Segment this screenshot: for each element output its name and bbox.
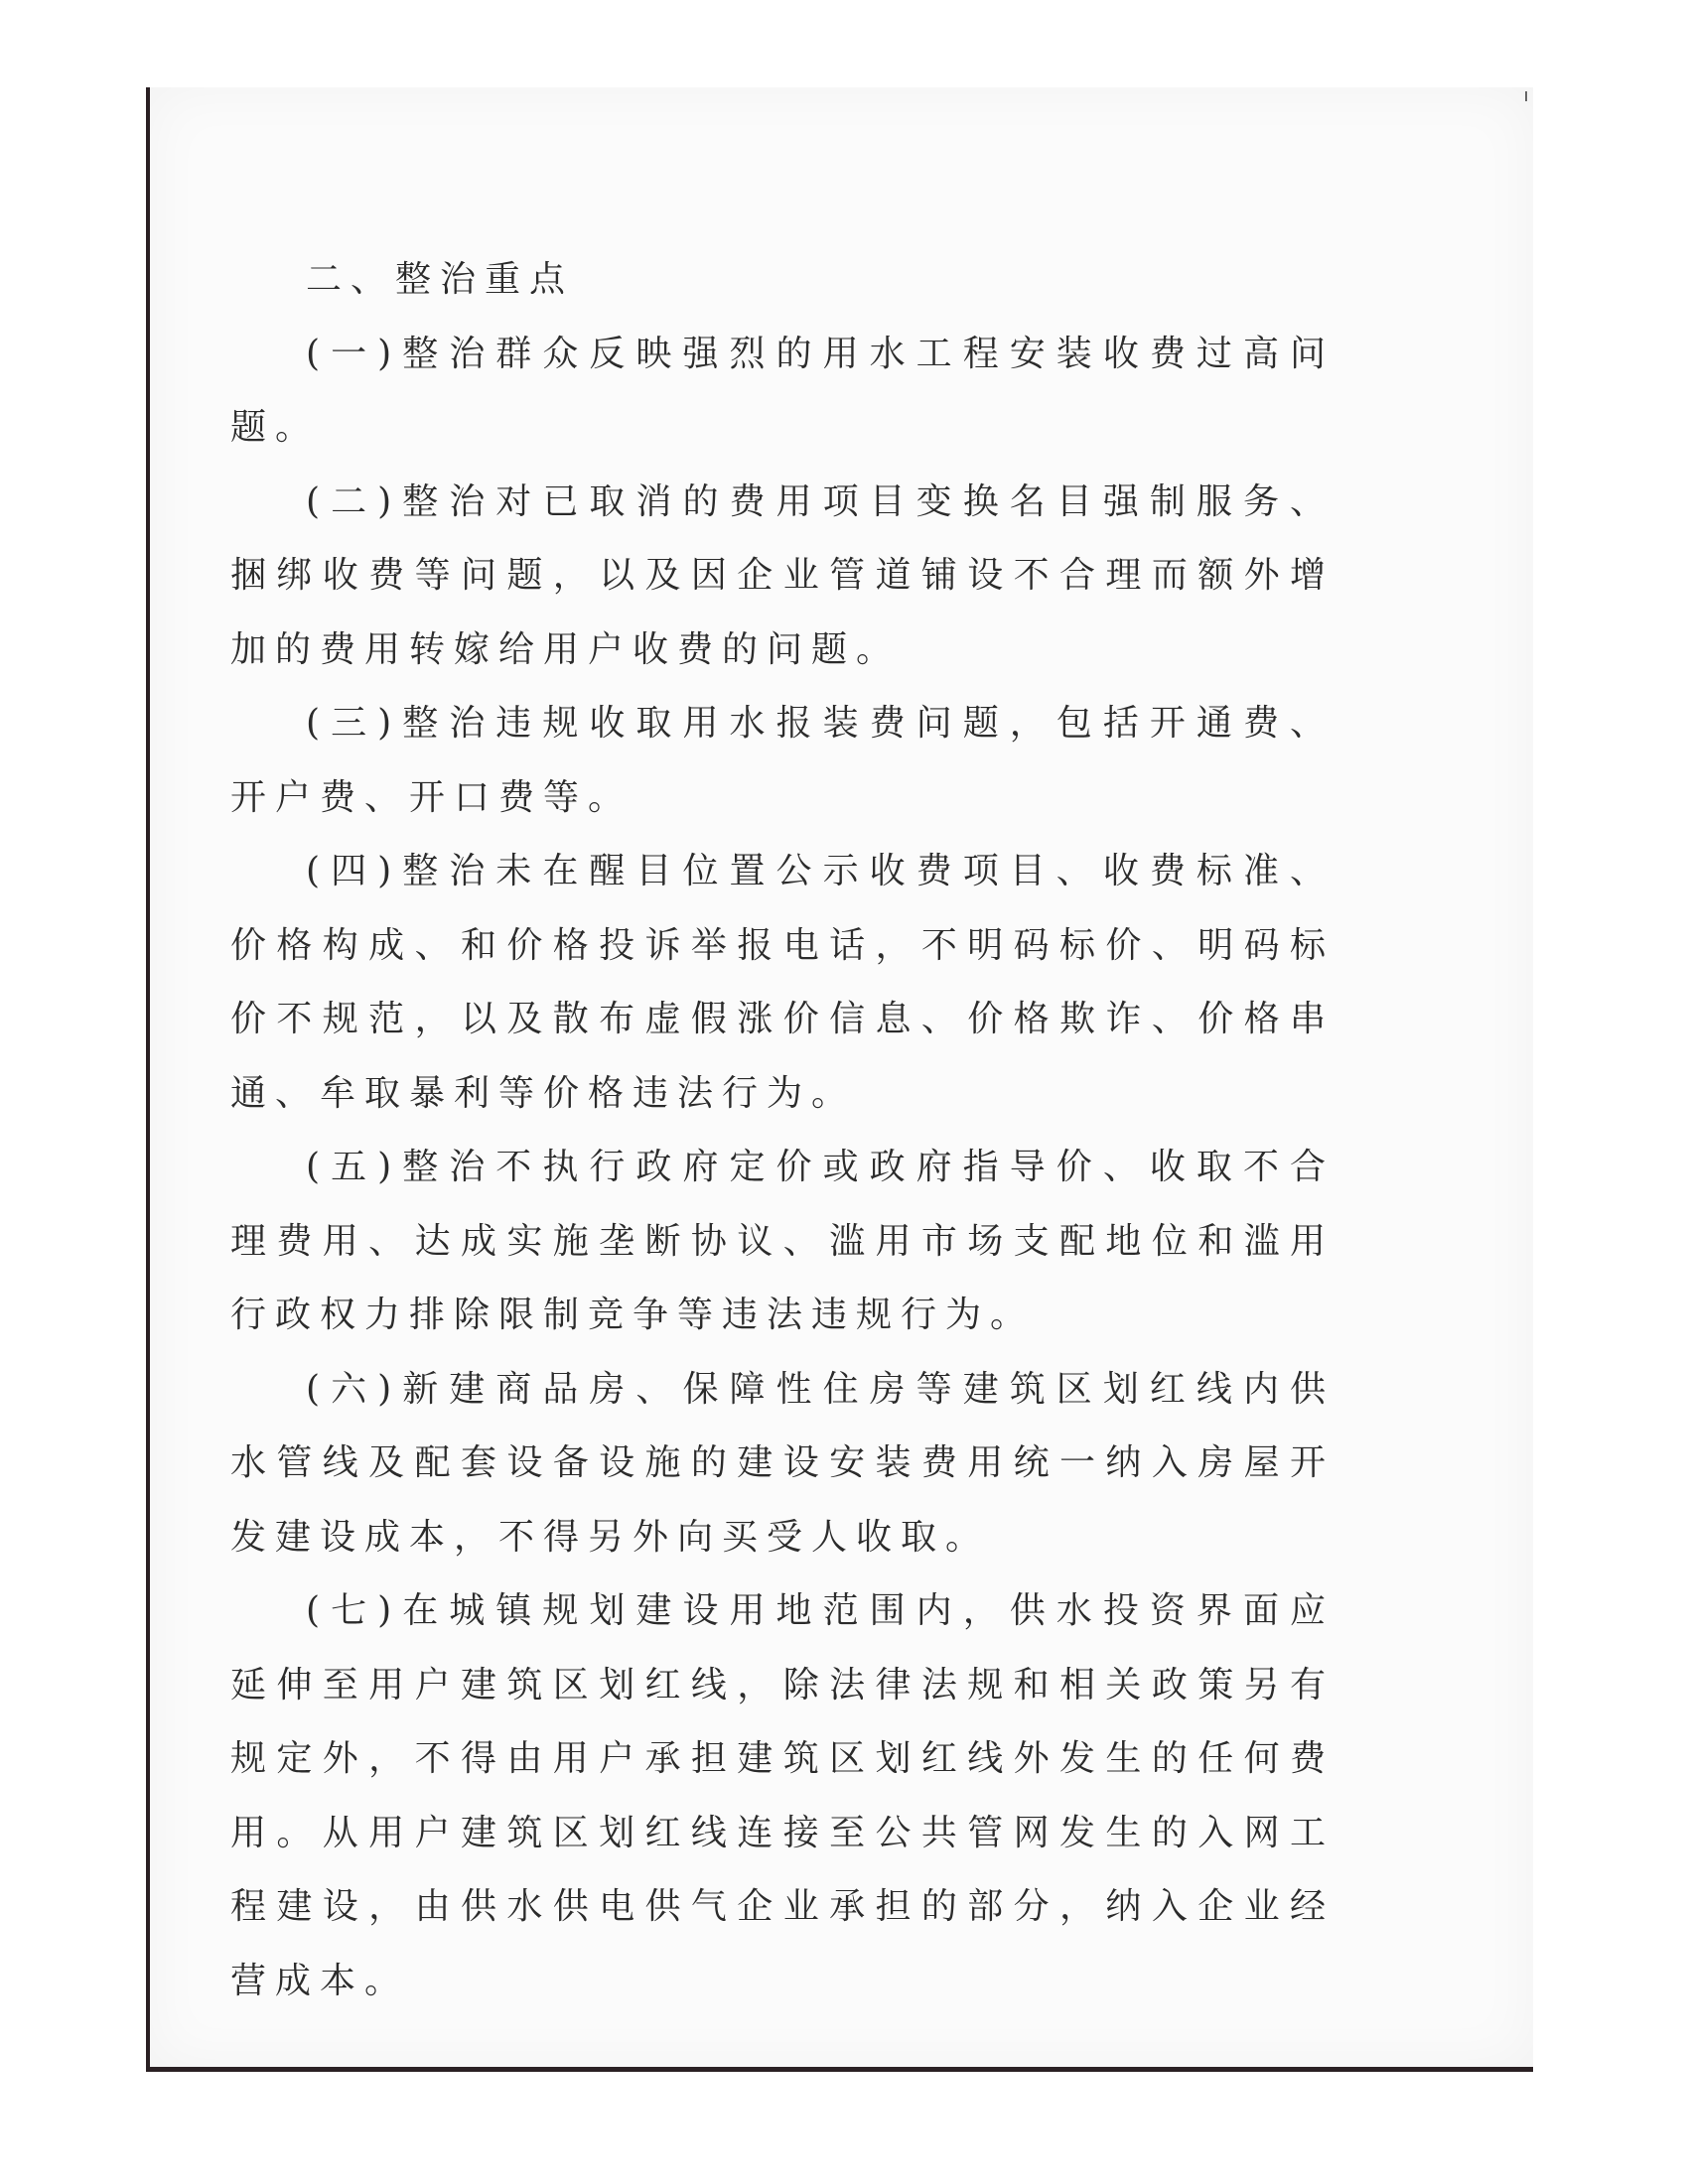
paragraph-4: (四)整治未在醒目位置公示收费项目、收费标准、价格构成、和价格投诉举报电话，不明码标价、明码标价不规范，以及散布虚假涨价信息、价格欺诈、价格串通、牟取暴利等价格违法行为。 bbox=[230, 851, 1335, 1114]
paragraph-2: (二)整治对已取消的费用项目变换名目强制服务、捆绑收费等问题，以及因企业管道铺设不合理而额外增加的费用转嫁给用户收费的问题。 bbox=[230, 480, 1335, 670]
paragraph-5: (五)整治不执行政府定价或政府指导价、收取不合理费用、达成实施垄断协议、滥用市场支配地位和滥用行政权力排除限制竞争等违法违规行为。 bbox=[230, 1147, 1335, 1335]
paragraph-6: (六)新建商品房、保障性住房等建筑区划红线内供水管线及配套设备设施的建设安装费用统一纳入房屋开发建设成本，不得另外向买受人收取。 bbox=[230, 1368, 1335, 1558]
document-body bbox=[230, 243, 1335, 2018]
paragraph-7: (七)在城镇规划建设用地范围内，供水投资界面应延伸至用户建筑区划红线，除法律法规和相关政策另有规定外，不得由用户承担建筑区划红线外发生的任何费用。从用户建筑区划红线连接至公共管网发生的入网工程建设，由供水供电供气企业承担的部分，纳入企业经营成本。 bbox=[230, 1590, 1335, 2001]
paragraph-3: (三)整治违规收取用水报装费问题，包括开通费、开户费、开口费等。 bbox=[230, 703, 1335, 818]
paragraph-1: (一)整治群众反映强烈的用水工程安装收费过高问题。 bbox=[230, 333, 1335, 448]
section-heading: 二、整治重点 bbox=[306, 259, 575, 300]
corner-mark bbox=[1525, 91, 1527, 101]
